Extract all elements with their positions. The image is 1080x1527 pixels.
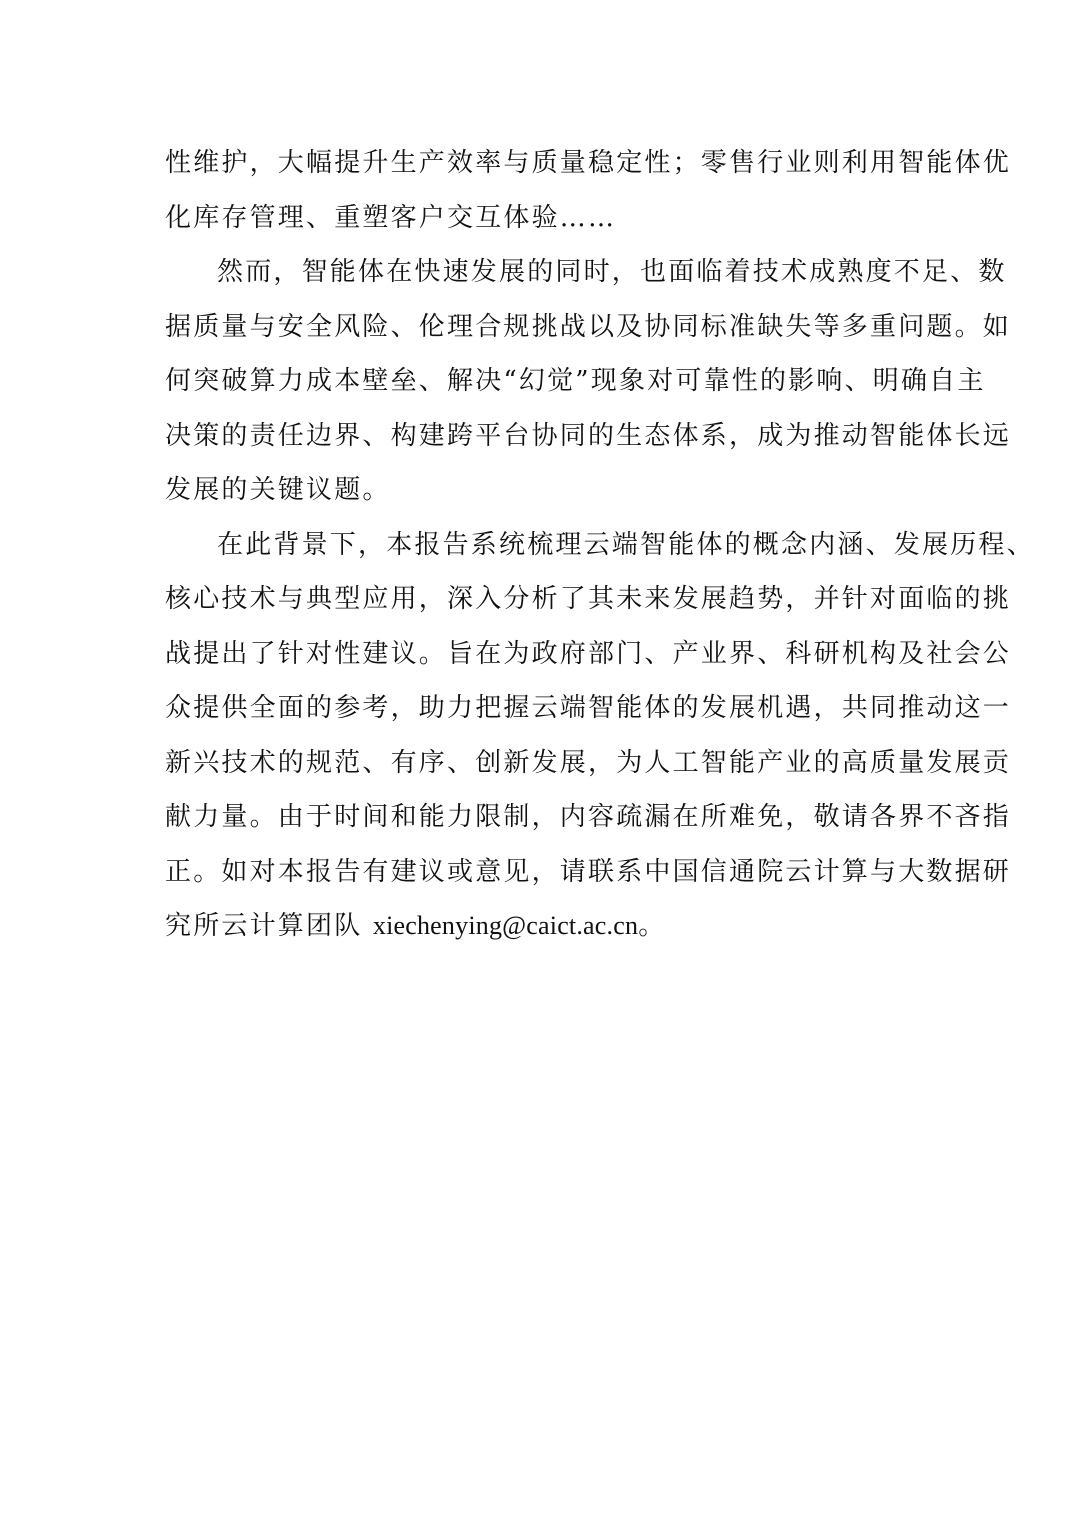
paragraph-2-line-1: 然而，智能体在快速发展的同时，也面临着技术成熟度不足、数 — [217, 257, 1007, 287]
paragraph-3-line-8 — [165, 899, 917, 954]
paragraph-3-line-5: 新兴技术的规范、有序、创新发展，为人工智能产业的高质量发展贡 — [165, 747, 1012, 778]
paragraph-3-line-1: 在此背景下，本报告系统梳理云端智能体的概念内涵、发展历程、 — [217, 529, 1035, 560]
contact-email: xiechenying@caict.ac.cn — [372, 911, 639, 940]
paragraph-3-line-7: 正。如对本报告有建议或意见，请联系中国信通院云计算与大数据研 — [165, 856, 1012, 887]
paragraph-3-line-3: 战提出了针对性建议。旨在为政府部门、产业界、科研机构及社会公 — [165, 638, 1012, 669]
paragraph-2-line-3: 何突破算力成本壁垒、解决“幻觉”现象对可靠性的影响、明确自主 — [165, 366, 986, 396]
paragraph-3 — [165, 518, 1035, 954]
contact-suffix: 。 — [638, 911, 667, 941]
paragraph-3-line-6: 献力量。由于时间和能力限制，内容疏漏在所难免，敬请各界不吝指 — [165, 802, 1012, 832]
contact-prefix: 究所云计算团队 — [165, 911, 373, 941]
paragraph-3-line-4: 众提供全面的参考，助力把握云端智能体的发展机遇，共同推动这一 — [165, 693, 1012, 723]
paragraph-1-line-2: 化库存管理、重塑客户交互体验…… — [165, 202, 617, 233]
paragraph-2-line-4: 决策的责任边界、构建跨平台协同的生态体系，成为推动智能体长远 — [165, 420, 1012, 451]
paragraph-2-line-2: 据质量与安全风险、伦理合规挑战以及协同标准缺失等多重问题。如 — [165, 311, 1012, 342]
paragraph-2 — [165, 245, 1012, 518]
paragraph-1 — [165, 136, 1012, 245]
paragraph-3-line-2: 核心技术与典型应用，深入分析了其未来发展趋势，并针对面临的挑 — [165, 584, 1012, 614]
paragraph-1-line-1: 性维护，大幅提升生产效率与质量稳定性；零售行业则利用智能体优 — [165, 148, 1012, 178]
paragraph-2-line-5: 发展的关键议题。 — [165, 475, 391, 505]
body-text — [165, 136, 1035, 954]
